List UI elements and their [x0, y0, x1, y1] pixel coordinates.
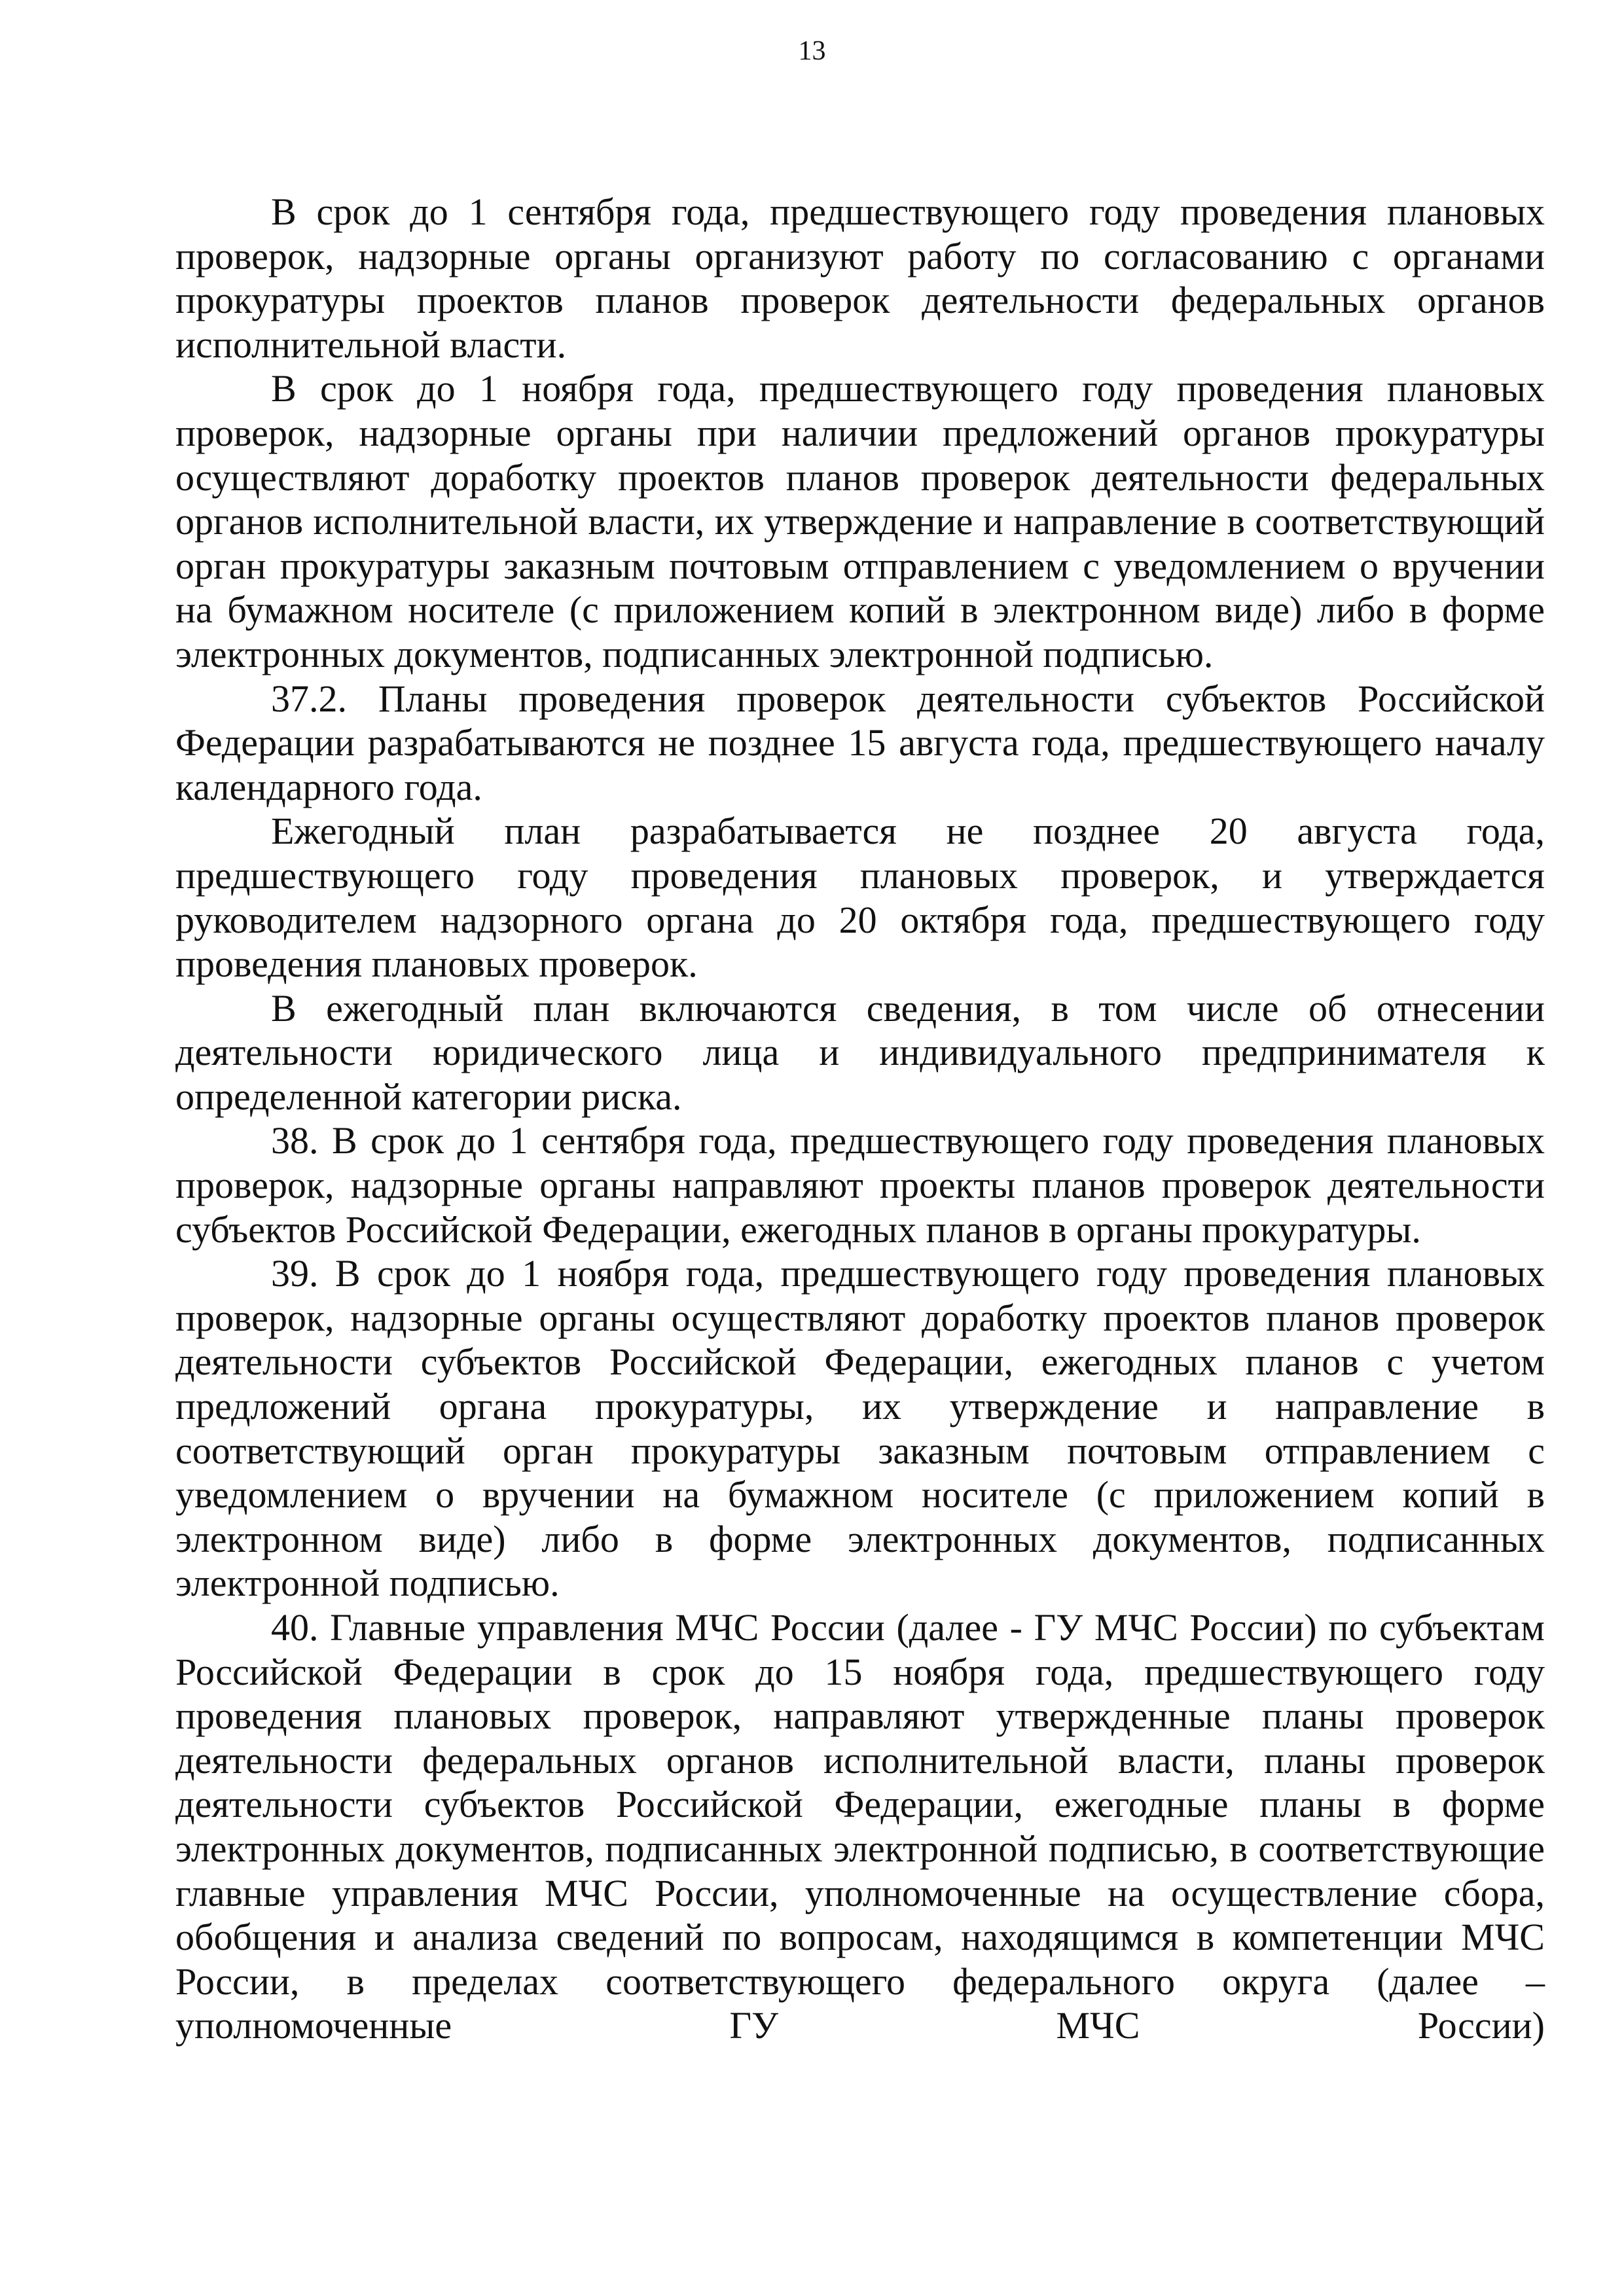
paragraph-deadline-november-federal: В срок до 1 ноября года, предшествующего году проведения плановых проверок, надзорные органы при наличии предложений органов прокуратуры осуществляют доработку проектов планов проверок деятельности федеральных органов исполнительной власти, их утверждение и направление в соответствующий орган прокуратуры заказным почтовым отправлением с уведомлением о вручении на бумажном носителе (с приложением копий в электронном виде) либо в форме электронных документов, подписанных электронной подписью. [175, 367, 1545, 675]
paragraph-37-2: 37.2. Планы проведения проверок деятельности субъектов Российской Федерации разрабатываются не позднее 15 августа года, предшествующего началу календарного года. [175, 677, 1545, 808]
page-number: 13 [798, 36, 826, 66]
paragraph-39: 39. В срок до 1 ноября года, предшествующего году проведения плановых проверок, надзорные органы осуществляют доработку проектов планов проверок деятельности субъектов Российской Федерации, ежегодных планов с учетом предложений органа прокуратуры, их утверждение и направление в соответствующий орган прокуратуры заказным почтовым отправлением с уведомлением о вручении на бумажном носителе (с приложением копий в электронном виде) либо в форме электронных документов, подписанных электронной подписью. [175, 1252, 1545, 1605]
paragraph-deadline-september-federal: В срок до 1 сентября года, предшествующего году проведения плановых проверок, надзорные органы организуют работу по согласованию с органами прокуратуры проектов планов проверок деятельности федеральных органов исполнительной власти. [175, 190, 1545, 366]
paragraph-annual-plan-contents: В ежегодный план включаются сведения, в том числе об отнесении деятельности юридического лица и индивидуального предпринимателя к определенной категории риска. [175, 986, 1545, 1118]
paragraph-40: 40. Главные управления МЧС России (далее - ГУ МЧС России) по субъектам Российской Федерации в срок до 15 ноября года, предшествующего году проведения плановых проверок, направляют утвержденные планы проверок деятельности федеральных органов исполнительной власти, планы проверок деятельности субъектов Российской Федерации, ежегодные планы в форме электронных документов, подписанных электронной подписью, в соответствующие главные управления МЧС России, уполномоченные на осуществление сбора, обобщения и анализа сведений по вопросам, находящимся в компетенции МЧС России, в пределах соответствующего федерального округа (далее – уполномоченные ГУ МЧС России) [175, 1606, 1545, 2047]
paragraph-annual-plan-development: Ежегодный план разрабатывается не позднее 20 августа года, предшествующего году проведения плановых проверок, и утверждается руководителем надзорного органа до 20 октября года, предшествующего году проведения плановых проверок. [175, 810, 1545, 986]
paragraph-38: 38. В срок до 1 сентября года, предшествующего году проведения плановых проверок, надзорные органы направляют проекты планов проверок деятельности субъектов Российской Федерации, ежегодных планов в органы прокуратуры. [175, 1119, 1545, 1251]
document-body [175, 190, 1545, 2048]
